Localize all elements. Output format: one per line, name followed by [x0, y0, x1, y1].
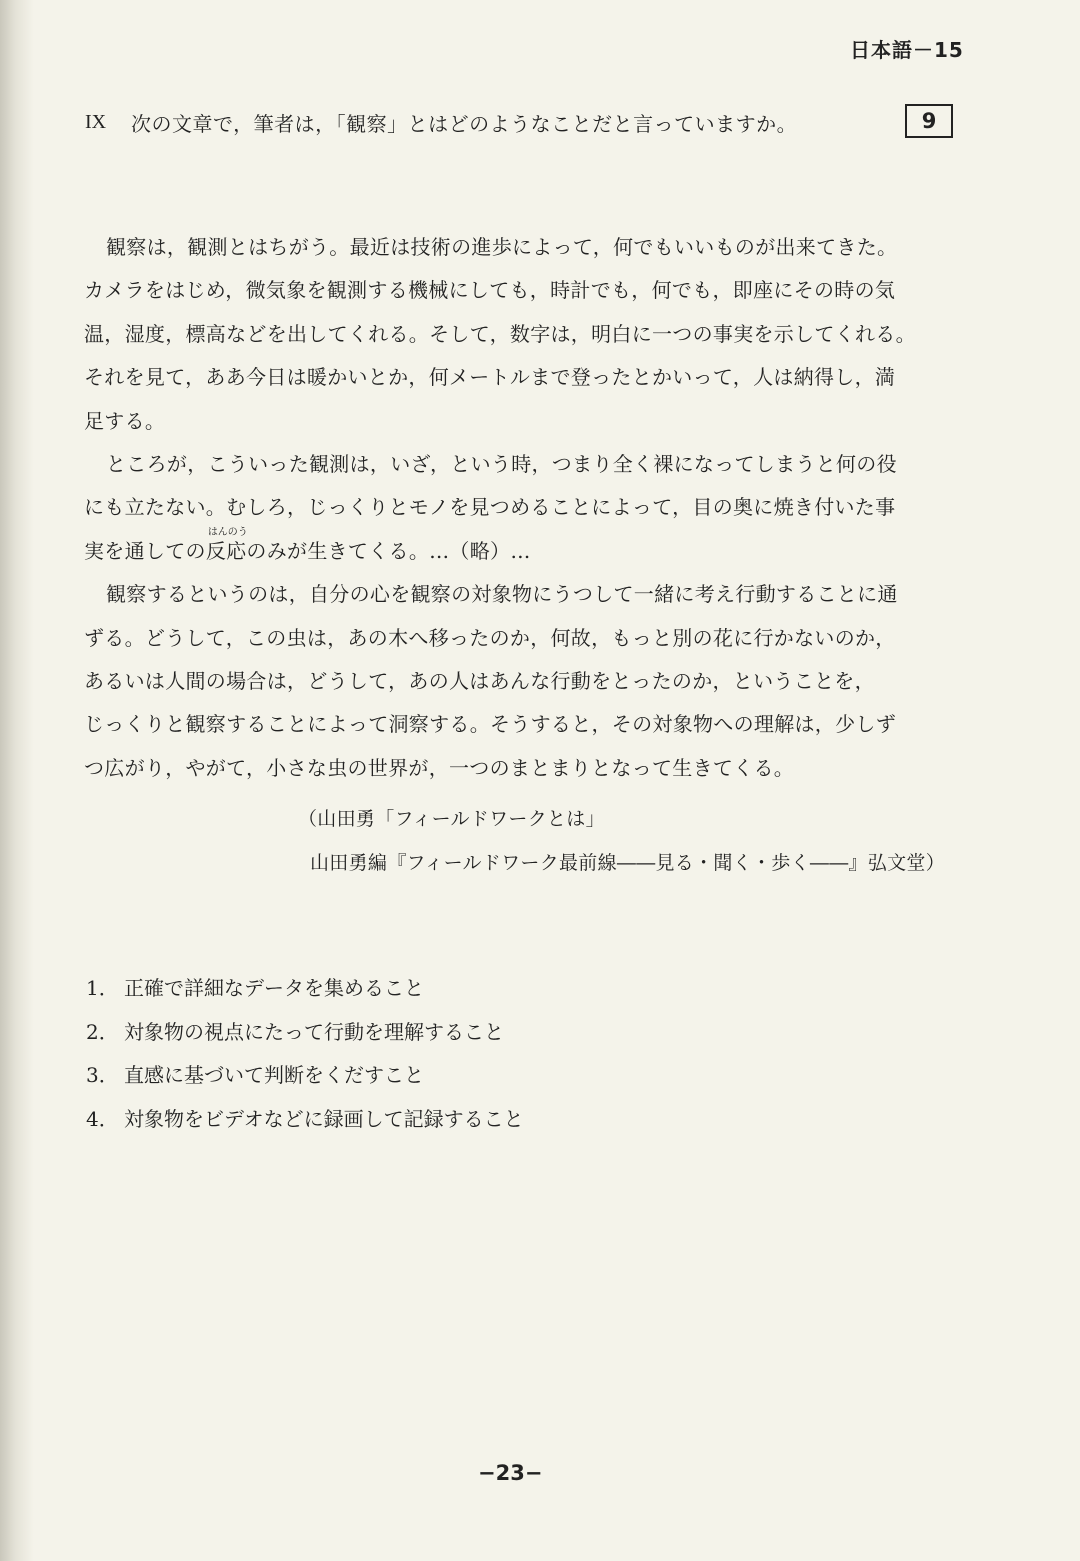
answer-choices: [86, 976, 524, 1150]
choice-text: 対象物をビデオなどに録画して記録すること: [124, 1106, 524, 1131]
ruby-line-after: のみが生きてくる。…（略）…: [246, 538, 531, 563]
passage-line: カメラをはじめ，微気象を観測する機械にしても，時計でも，何でも，即座にその時の気: [84, 278, 896, 303]
question-number: IX: [85, 111, 107, 133]
choice-number: 1．: [86, 976, 119, 1000]
ruby-line-before: 実を通しての: [84, 538, 206, 563]
passage-line: 温，湿度，標高などを出してくれる。そして，数字は，明白に一つの事実を示してくれる。: [84, 321, 916, 346]
passage-line: それを見て，ああ今日は暖かいとか，何メートルまで登ったとかいって，人は納得し，満: [84, 365, 896, 390]
choice-number: 4．: [86, 1106, 119, 1131]
question-header: [85, 104, 985, 140]
passage-line: ところが，こういった観測は，いざ，という時，つまり全く裸になってしまうと何の役: [106, 451, 897, 476]
passage-line: にも立たない。むしろ，じっくりとモノを見つめることによって，目の奥に焼き付いた事: [84, 495, 896, 520]
choice-text: 対象物の視点にたって行動を理解すること: [124, 1019, 504, 1044]
citation-line-1: （山田勇「フィールドワークとは」: [298, 808, 605, 830]
passage-line: 観察するというのは，自分の心を観察の対象物にうつして一緒に考え行動することに通: [106, 582, 898, 607]
passage-line-with-ruby: [84, 526, 984, 583]
choice-text: 直感に基づいて判断をくだすこと: [124, 1063, 424, 1088]
passage-line: 足する。: [84, 408, 166, 433]
passage-line: 観察は，観測とはちがう。最近は技術の進歩によって，何でもいいものが出来てきた。: [106, 235, 898, 259]
choice-3: [86, 1063, 524, 1107]
citation-line-2: 山田勇編『フィールドワーク最前線――見る・聞く・歩く――』弘文堂）: [310, 852, 946, 874]
question-prompt: 次の文章で，筆者は，「観察」とはどのようなことだと言っていますか。: [131, 112, 798, 136]
choice-4: [86, 1107, 524, 1151]
answer-number-box: 9: [905, 104, 953, 138]
page-number: −23−: [478, 1461, 543, 1485]
ruby-word: [205, 526, 248, 563]
choice-1: [86, 976, 524, 1020]
passage-line: あるいは人間の場合は，どうして，あの人はあんな行動をとったのか，ということを，: [84, 668, 875, 693]
ruby-reading: はんのう: [207, 526, 248, 538]
choice-2: [86, 1020, 524, 1064]
reading-passage: [84, 236, 984, 800]
passage-line: つ広がり，やがて，小さな虫の世界が，一つのまとまりとなって生きてくる。: [84, 755, 795, 780]
passage-line: ずる。どうして，この虫は，あの木へ移ったのか，何故，もっと別の花に行かないのか，: [84, 625, 896, 650]
page-binding-shadow: [0, 0, 34, 1561]
ruby-base: 反応: [205, 538, 247, 563]
subject-page-label: 日本語－15: [850, 38, 964, 62]
choice-number: 3．: [86, 1063, 119, 1088]
choice-number: 2．: [86, 1019, 119, 1044]
choice-text: 正確で詳細なデータを集めること: [124, 976, 424, 1000]
passage-line: じっくりと観察することによって洞察する。そうすると，その対象物への理解は，少しず: [84, 712, 896, 737]
